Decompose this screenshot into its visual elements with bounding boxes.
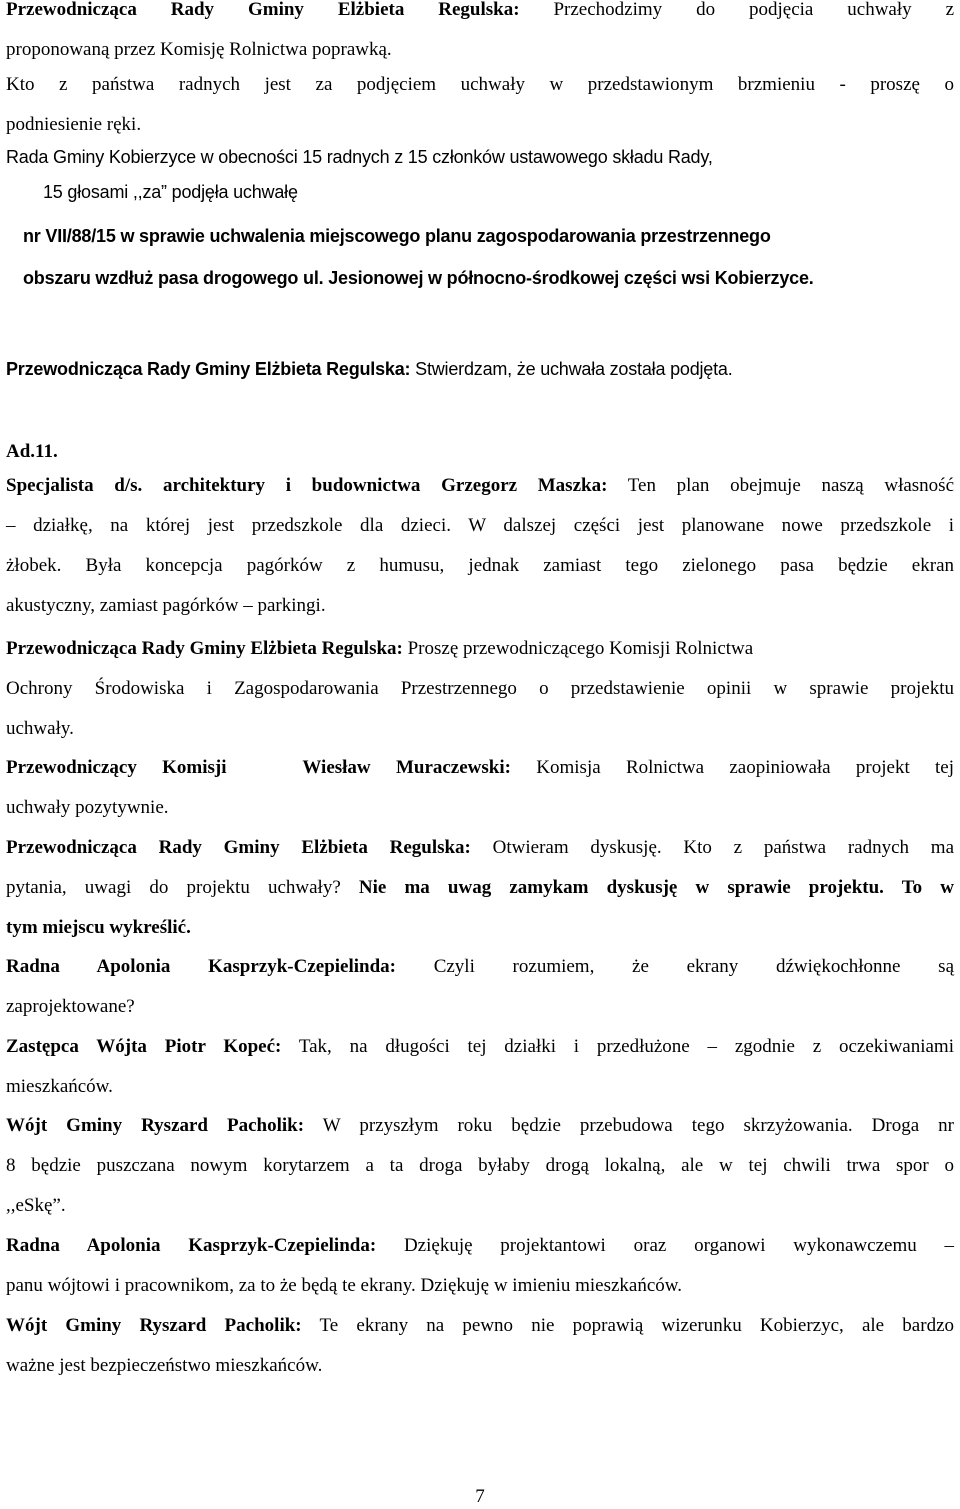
paragraph-text: Otwieram dyskusję. Kto z państwa radnych ma [492,837,955,858]
speaker-label: Przewodnicząca Rady Gminy Elżbieta Regulska: [6,359,411,379]
paragraph-text: Proszę przewodniczącego Komisji Rolnictwa [407,638,754,659]
paragraph-text: zaprojektowane? [6,996,135,1017]
paragraph-text: Ochrony Środowiska i Zagospodarowania Przestrzennego o przedstawienie opinii w sprawie projektu [6,678,954,699]
paragraph-text: akustyczny, zamiast pagórków – parkingi. [6,595,326,616]
vote-result [6,137,954,295]
paragraph-specialist [6,466,954,626]
paragraph-emphasis: tym miejscu wykreślić. [6,917,191,938]
paragraph-text: ważne jest bezpieczeństwo mieszkańców. [6,1355,323,1376]
resolution-title: obszaru wzdłuż pasa drogowego ul. Jesionowej w północno-środkowej części wsi Kobierzyce. [23,268,814,288]
paragraph-chair-request [6,629,954,749]
paragraph-councillor-thanks [6,1226,954,1306]
paragraph-text: Komisja Rolnictwa zaopiniowała projekt tej [536,757,954,778]
paragraph-text: – działkę, na której jest przedszkole dla dzieci. W dalszej części jest planowane nowe przedszkole i [6,515,954,536]
paragraph-text: ,,eSkę”. [6,1195,66,1216]
paragraph-vote-call [6,65,954,145]
paragraph-text: Kto z państwa radnych jest za podjęciem uchwały w przedstawionym brzmieniu - proszę o [6,74,954,95]
paragraph-text: podniesienie ręki. [6,114,142,135]
paragraph-text: Przechodzimy do podjęcia uchwały z [553,0,954,20]
paragraph-committee-opinion [6,748,954,828]
vote-summary: Rada Gminy Kobierzyce w obecności 15 radnych z 15 członków ustawowego składu Rady, [6,147,713,167]
paragraph-text: żłobek. Była koncepcja pagórków z humusu, jednak zamiast tego zielonego pasa będzie ekran [6,555,954,576]
paragraph-text: pytania, uwagi do projektu uchwały? [6,877,341,898]
paragraph-text: 8 będzie puszczana nowym korytarzem a ta droga byłaby drogą lokalną, ale w tej chwili trwa spor o [6,1155,954,1176]
paragraph-text: mieszkańców. [6,1076,113,1097]
paragraph-confirmation [6,349,954,389]
resolution-title: nr VII/88/15 w sprawie uchwalenia miejscowego planu zagospodarowania przestrzennego [23,226,771,246]
speaker-label: Przewodnicząca Rady Gminy Elżbieta Regulska: [6,0,520,20]
speaker-label: Radna Apolonia Kasprzyk-Czepielinda: [6,1235,377,1256]
speaker-label: Zastępca Wójta Piotr Kopeć: [6,1036,282,1057]
page-number: 7 [475,1486,485,1507]
speaker-label: Przewodniczący Komisji [6,757,227,778]
speaker-label: Wójt Gminy Ryszard Pacholik: [6,1115,305,1136]
paragraph-motion [6,0,954,70]
paragraph-text: uchwały. [6,718,74,739]
paragraph-text: Tak, na długości tej działki i przedłużone – zgodnie z oczekiwaniami [298,1036,954,1057]
speaker-label: Przewodnicząca Rady Gminy Elżbieta Regulska: [6,837,471,858]
paragraph-emphasis: Nie ma uwag zamykam dyskusję w sprawie projektu. To w [358,877,955,898]
section-heading: Ad.11. [6,441,58,462]
paragraph-councillor-question [6,947,954,1027]
paragraph-text: W przyszłym roku będzie przebudowa tego skrzyżowania. Droga nr [322,1115,954,1136]
paragraph-mayor-statement [6,1106,954,1226]
speaker-label: Specjalista d/s. [6,475,143,496]
paragraph-text: proponowaną przez Komisję Rolnictwa poprawką. [6,39,392,60]
paragraph-discussion [6,828,954,948]
paragraph-text: panu wójtowi i pracownikom, za to że będą te ekrany. Dziękuję w imieniu mieszkańców. [6,1275,683,1296]
paragraph-text: Ten plan obejmuje naszą własność [627,475,954,496]
speaker-label: architektury i budownictwa Grzegorz Maszka: [163,475,608,496]
speaker-label: Wiesław Muraczewski: [302,757,511,778]
paragraph-text: uchwały pozytywnie. [6,797,169,818]
paragraph-mayor-closing [6,1306,954,1386]
vote-count: 15 głosami ,,za” podjęła uchwałę [43,182,298,202]
paragraph-text: Stwierdzam, że uchwała została podjęta. [415,359,733,379]
paragraph-text: Czyli rozumiem, że ekrany dźwiękochłonne są [433,956,955,977]
speaker-label: Radna Apolonia Kasprzyk-Czepielinda: [6,956,396,977]
paragraph-text: Te ekrany na pewno nie poprawią wizerunku Kobierzyc, ale bardzo [319,1315,955,1336]
paragraph-text: Dziękuję projektantowi oraz organowi wykonawczemu – [403,1235,955,1256]
paragraph-deputy-answer [6,1027,954,1107]
speaker-label: Przewodnicząca Rady Gminy Elżbieta Regulska: [6,638,403,659]
speaker-label: Wójt Gminy Ryszard Pacholik: [6,1315,302,1336]
